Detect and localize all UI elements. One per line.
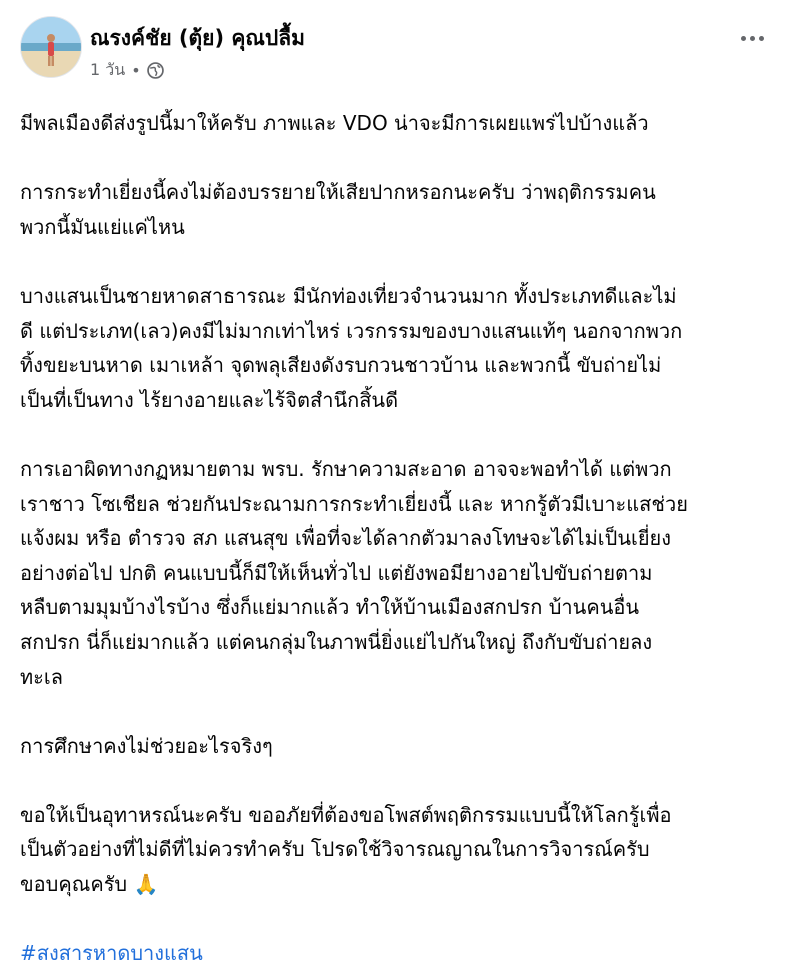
post-paragraph-5: การศึกษาคงไม่ช่วยอะไรจริงๆ	[20, 733, 273, 758]
folded-hands-emoji: 🙏	[133, 872, 159, 897]
avatar-photo	[21, 17, 81, 77]
meta-separator: •	[131, 61, 141, 80]
closing-text: ขอให้เป็นอุทาหรณ์นะครับ ขออภัยที่ต้องขอโพสต์พฤติกรรมแบบนี้ให้โลกรู้เพื่อ เป็นตัวอย่างที่ไม่ดีที่ไม่ควรทำครับ โปรดใช้วิจารณญาณในการวิจารณ์ครับ ขอบคุณครับ	[20, 802, 672, 897]
post-paragraph-2: การกระทำเยี่ยงนี้คงไม่ต้องบรรยายให้เสียปากหรอกนะครับ ว่าพฤติกรรมคน พวกนี้มันแย่แค่ไหน	[20, 180, 656, 239]
post-body	[20, 106, 780, 971]
post-meta	[90, 58, 164, 83]
hashtag-link[interactable]: #สงสารหาดบางแสน	[20, 941, 203, 966]
post-paragraph-1: มีพลเมืองดีส่งรูปนี้มาให้ครับ ภาพและ VDO น่าจะมีการเผยแพร่ไปบ้างแล้ว	[20, 111, 649, 135]
post-paragraph-4: การเอาผิดทางกฏหมายตาม พรบ. รักษาความสะอาด อาจจะพอทำได้ แต่พวก เราชาว โซเชียล ช่วยกันประณามการกระทำเยี่ยงนี้ และ หากรู้ตัวมีเบาะแสช่วย แจ้งผม หรือ ตำรวจ สภ แสนสุข เพื่อที่จะได้ลากตัวมาลงโทษจะได้ไม่เป็นเยี่ยง อย่างต่อไป ปกติ คนแบบนี้ก็มีให้เห็นทั่วไป แต่ยังพอมียางอายไปขับถ่ายตาม หลืบตามมุมบ้างไรบ้าง ซึ่งก็แย่มากแล้ว ทำให้บ้านเมืองสกปรก บ้านคนอื่น สกปรก นี่ก็แย่มากแล้ว แต่คนกลุ่มในภาพนี่ยิ่งแย่ไปกันใหญ่ ถึงกับขับถ่ายลง ทะเล	[20, 456, 688, 689]
post-closing-paragraph	[20, 798, 780, 902]
post-paragraph-3: บางแสนเป็นชายหาดสาธารณะ มีนักท่องเที่ยวจำนวนมาก ทั้งประเภทดีและไม่ ดี แต่ประเภท(เลว)คงมีไม่มากเท่าไหร่ เวรกรรมของบางแสนแท้ๆ นอกจากพวก ทิ้งขยะบนหาด เมาเหล้า จุดพลุเสียงดังรบกวนชาวบ้าน และพวกนี้ ขับถ่ายไม่ เป็นที่เป็นทาง ไร้ยางอายและไร้จิตสำนึกสิ้นดี	[20, 283, 683, 412]
post-header	[20, 16, 780, 80]
author-name[interactable]: ณรงค์ชัย (ตุ้ย) คุณปลื้ม	[90, 26, 305, 50]
post-time[interactable]: 1 วัน	[90, 60, 126, 79]
author-avatar[interactable]	[20, 16, 82, 78]
more-options-icon[interactable]	[734, 20, 770, 56]
globe-icon[interactable]	[147, 62, 164, 79]
